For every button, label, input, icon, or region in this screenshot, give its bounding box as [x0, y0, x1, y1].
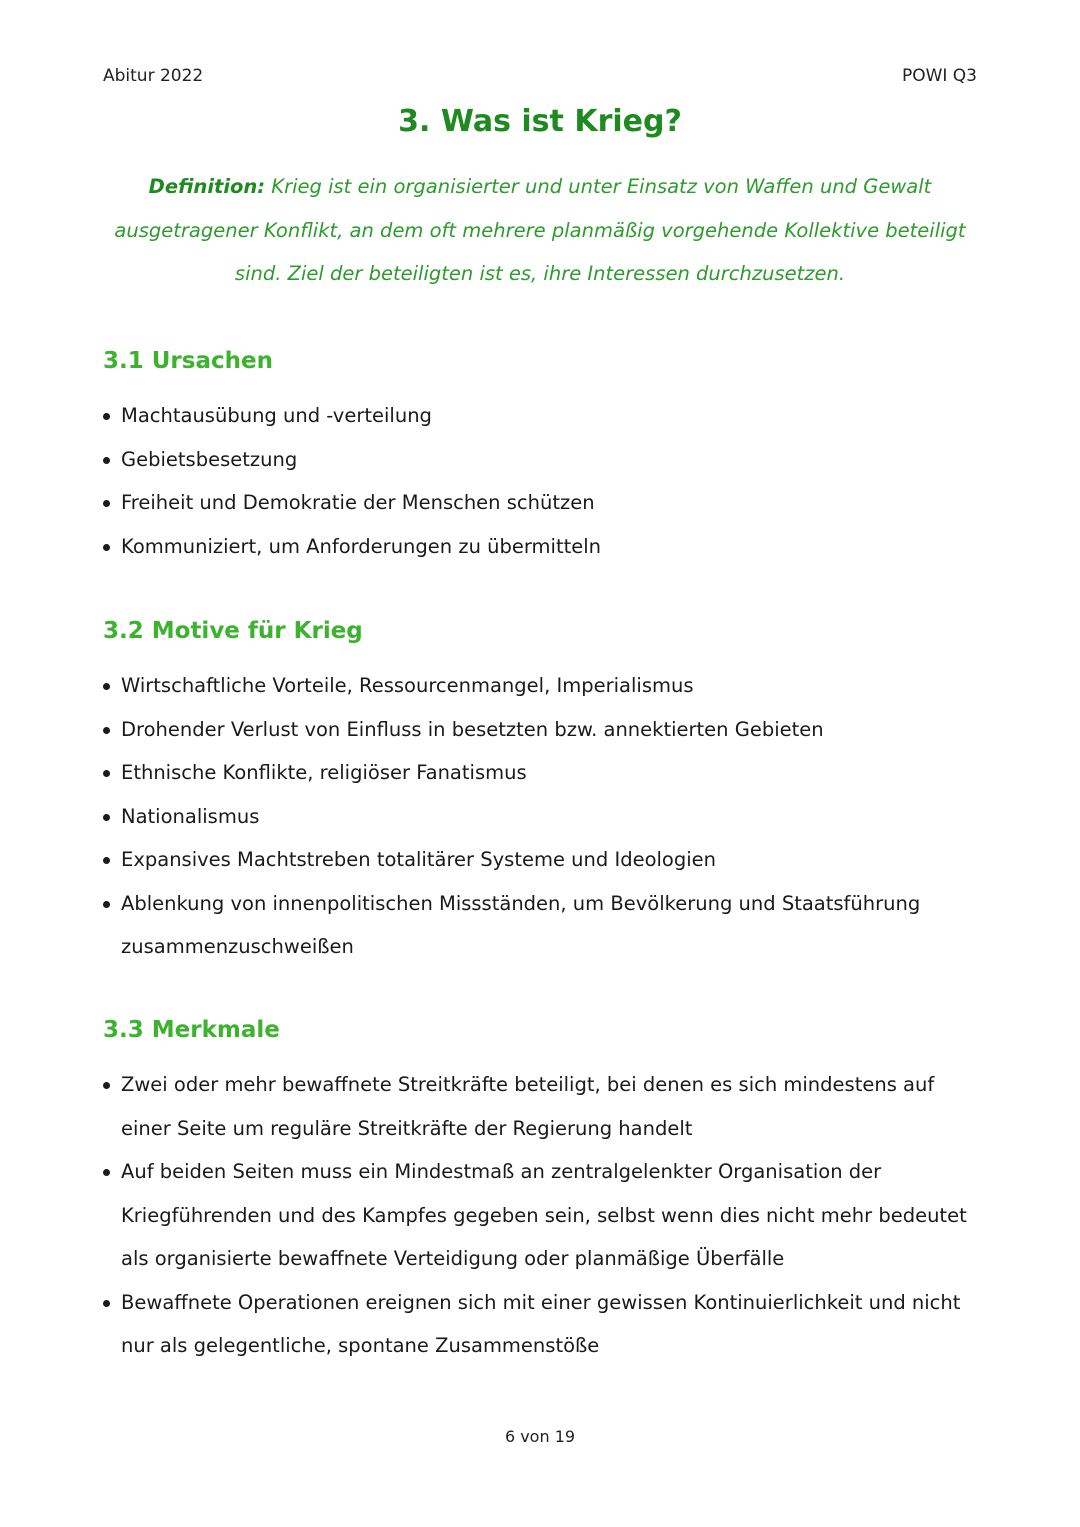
header-subject-year: Abitur 2022: [103, 66, 204, 86]
list-item: Kommuniziert, um Anforderungen zu übermitteln: [103, 525, 983, 569]
section-heading: 3.3 Merkmale: [103, 1017, 280, 1043]
list-item: Zwei oder mehr bewaffnete Streitkräfte beteiligt, bei denen es sich mindestens auf einer Seite um reguläre Streitkräfte der Regierung handelt: [103, 1063, 983, 1150]
page-title: 3. Was ist Krieg?: [398, 104, 682, 139]
section-causes: [103, 346, 983, 568]
list-item: Expansives Machtstreben totalitärer Systeme und Ideologien: [103, 838, 983, 882]
header-course: POWI Q3: [901, 66, 977, 86]
list-item: Wirtschaftliche Vorteile, Ressourcenmangel, Imperialismus: [103, 664, 983, 708]
page-number: 6 von 19: [504, 1427, 576, 1446]
section-heading: 3.2 Motive für Krieg: [103, 618, 363, 644]
definition-label: Definition:: [148, 175, 266, 198]
list-item: Machtausübung und -verteilung: [103, 394, 983, 438]
list-item: Gebietsbesetzung: [103, 438, 983, 482]
list-item: Nationalismus: [103, 795, 983, 839]
list-item: Ablenkung von innenpolitischen Missständen, um Bevölkerung und Staatsführung zusammenzuschweißen: [103, 882, 983, 969]
list-item: Bewaffnete Operationen ereignen sich mit einer gewissen Kontinuierlichkeit und nicht nur als gelegentliche, spontane Zusammenstöße: [103, 1281, 983, 1368]
bullet-list: [103, 394, 983, 568]
section-characteristics: [103, 1015, 983, 1368]
list-item: Ethnische Konflikte, religiöser Fanatismus: [103, 751, 983, 795]
definition-block: [103, 165, 977, 296]
list-item: Auf beiden Seiten muss ein Mindestmaß an zentralgelenkter Organisation der Kriegführenden und des Kampfes gegeben sein, selbst wenn dies nicht mehr bedeutet als organisierte bewaffnete Verteidigung oder planmäßige Überfälle: [103, 1150, 983, 1281]
bullet-list: [103, 1063, 983, 1368]
section-heading: 3.1 Ursachen: [103, 348, 273, 374]
section-motives: [103, 616, 983, 969]
bullet-list: [103, 664, 983, 969]
list-item: Freiheit und Demokratie der Menschen schützen: [103, 481, 983, 525]
definition-text: Krieg ist ein organisierter und unter Einsatz von Waffen und Gewalt ausgetragener Konflikt, an dem oft mehrere planmäßig vorgehende Kollektive beteiligt sind. Ziel der beteiligten ist es, ihre Interessen durchzusetzen.: [114, 175, 966, 285]
list-item: Drohender Verlust von Einfluss in besetzten bzw. annektierten Gebieten: [103, 708, 983, 752]
